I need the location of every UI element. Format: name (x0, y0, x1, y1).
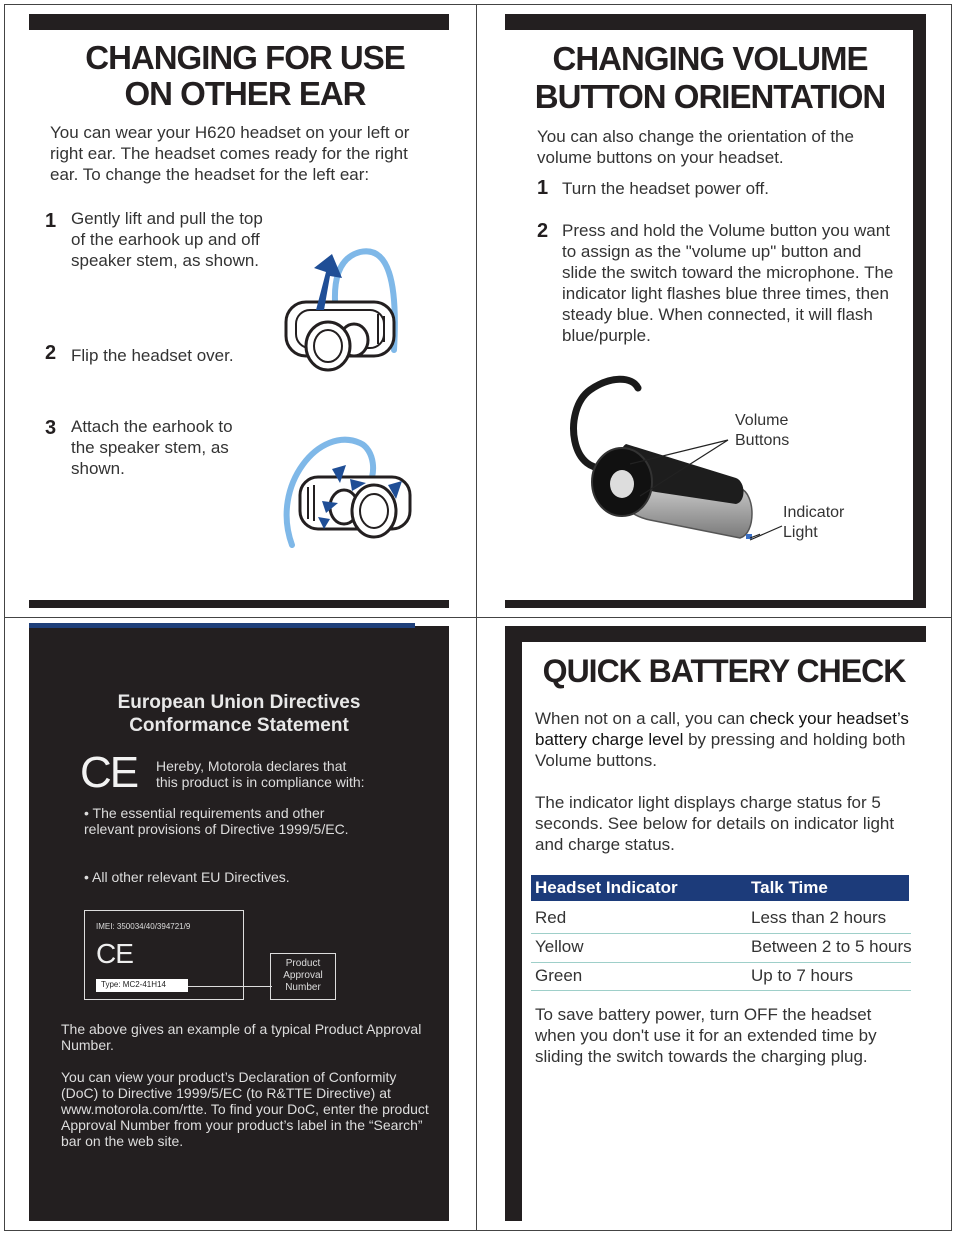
panel4-top-bar (505, 626, 926, 642)
indicator-callout-line (748, 520, 788, 550)
panel1-bottom-bar (29, 600, 449, 608)
step-text: Press and hold the Volume button you want to assign as the "volume up" button and slide the switch toward the microphone. The indicator light flashes blue three times, then steady blue. When connected, it will flash blue/purple. (562, 221, 894, 345)
earhook-attach-illustration (270, 425, 420, 555)
ce-mark-icon: CE (80, 748, 138, 797)
declaration-line2: this product is in compliance with: (156, 774, 365, 790)
label-ce-mark-icon: CE (96, 938, 133, 969)
table-cell: Green (535, 966, 583, 985)
step-text: Flip the headset over. (71, 346, 234, 365)
eu-heading (40, 691, 438, 737)
panel1-title-line2: ON OTHER EAR (124, 74, 366, 112)
panel1-title (40, 40, 450, 111)
product-approval-text (270, 958, 336, 994)
earbud-shape (352, 485, 396, 537)
step-text: Attach the earhook to the speaker stem, as shown. (71, 417, 233, 478)
step-number: 2 (45, 342, 57, 364)
label-volume: Volume (735, 412, 789, 429)
horizontal-divider (4, 617, 952, 618)
panel2-intro: You can also change the orientation of the volume buttons on your headset. (537, 127, 854, 167)
eu-heading-line2: Conformance Statement (129, 715, 349, 736)
product-approval-line2: Approval (283, 970, 323, 981)
declaration-text (156, 758, 365, 790)
panel3-blue-stripe (29, 623, 415, 628)
step-number: 3 (45, 417, 57, 439)
table-cell: Between 2 to 5 hours (751, 937, 912, 956)
approval-example-text: The above gives an example of a typical Product Approval Number. (61, 1021, 422, 1053)
table-cell: Red (535, 908, 567, 927)
earhook-removal-illustration (270, 240, 410, 390)
table-row-divider (531, 933, 911, 934)
intro-text-start: When not on a call, you can (535, 709, 750, 728)
step-number: 1 (537, 177, 549, 199)
type-callout-line (188, 986, 272, 987)
bullet-other-directives: • All other relevant EU Directives. (84, 869, 290, 885)
panel4-left-bar (505, 626, 522, 1221)
declaration-line1: Hereby, Motorola declares that (156, 758, 347, 774)
eu-heading-line1: European Union Directives (117, 692, 361, 713)
table-cell: Less than 2 hours (751, 908, 887, 927)
intro-text-end: by pressing and holding both Volume buttons. (535, 730, 906, 770)
indicator-status-text: The indicator light displays charge status for 5 seconds. See below for details on indicator light and charge status. (535, 793, 895, 854)
table-row-divider (531, 990, 911, 991)
bullet-essential-requirements: • The essential requirements and other relevant provisions of Directive 1999/5/EC. (84, 805, 349, 837)
step-text: Gently lift and pull the top of the earhook up and off speaker stem, as shown. (71, 209, 263, 270)
panel4-title: QUICK BATTERY CHECK (542, 653, 906, 689)
table-header-talk-time: Talk Time (751, 878, 828, 897)
step-number: 2 (537, 220, 549, 242)
table-cell: Yellow (535, 937, 584, 956)
type-text: Type: MC2-41H14 (101, 980, 166, 989)
label-buttons: Buttons (735, 432, 790, 449)
panel2-title (505, 40, 915, 116)
table-header-indicator: Headset Indicator (535, 878, 678, 897)
callout-lines (560, 430, 760, 550)
panel1-top-bar (29, 14, 449, 30)
battery-check-intro (535, 708, 920, 771)
doc-info-text: You can view your product’s Declaration of Conformity (DoC) to Directive 1999/5/EC (to R&TTE Directive) at www.motorola.com/rtte. To find your DoC, enter the product Approval Number from your product’s label in the “Search” bar on the web site. (61, 1069, 429, 1149)
battery-save-text: To save battery power, turn OFF the headset when you don't use it for an extended time by sliding the switch towards the charging plug. (535, 1005, 877, 1066)
label-indicator: Indicator (783, 504, 845, 521)
panel1-title-line1: CHANGING FOR USE (85, 39, 405, 76)
table-cell: Up to 7 hours (751, 966, 854, 985)
table-row-divider (531, 962, 911, 963)
panel1-intro: You can wear your H620 headset on your left or right ear. The headset comes ready for the right ear. To change the headset for the left ear: (50, 123, 410, 184)
panel2-title-line1: CHANGING VOLUME (552, 40, 868, 77)
battery-check-link[interactable]: check your headset’s battery charge level (535, 709, 909, 749)
imei-text: IMEI: 350034/40/394721/9 (96, 922, 191, 931)
product-approval-line3: Number (285, 982, 321, 993)
product-approval-line1: Product (285, 958, 321, 969)
step-text: Turn the headset power off. (562, 179, 769, 198)
label-light: Light (783, 524, 818, 541)
panel2-title-line2: BUTTON ORIENTATION (534, 78, 886, 115)
panel2-top-bar (505, 14, 926, 30)
step-number: 1 (45, 210, 57, 232)
panel2-bottom-bar (505, 600, 926, 608)
